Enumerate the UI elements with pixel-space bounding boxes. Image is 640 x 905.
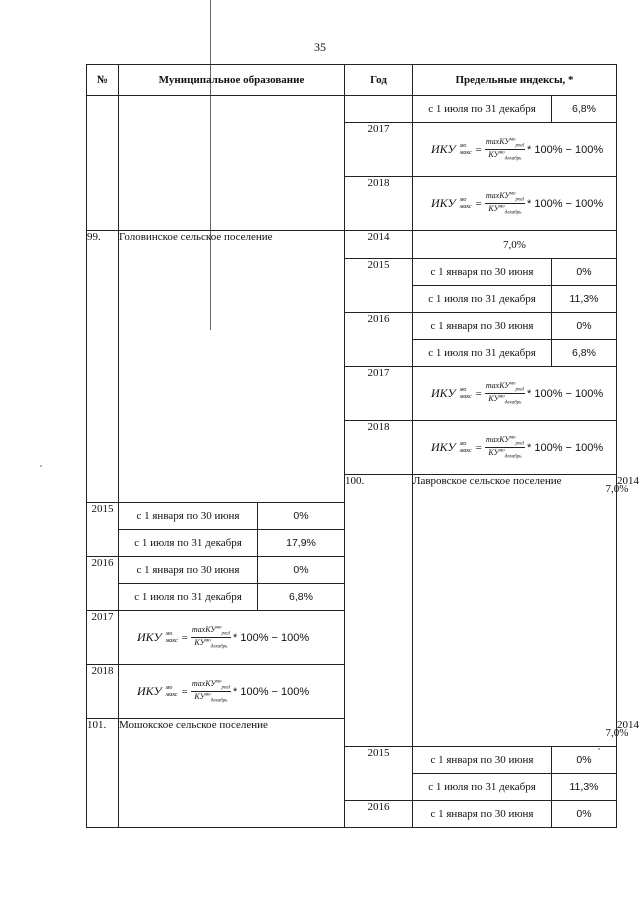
page-number: 35 bbox=[314, 40, 326, 54]
formula-lhs-sub: макс bbox=[459, 203, 472, 210]
year-cell: 2014 bbox=[345, 231, 413, 259]
period-label: с 1 января по 30 июня bbox=[119, 557, 258, 583]
year-cell: 2016 bbox=[345, 801, 413, 828]
formula-numerator: maxКУ bbox=[485, 137, 510, 147]
formula bbox=[413, 177, 616, 230]
formula-lhs-sub: макс bbox=[459, 149, 472, 156]
year-cell: 2017 bbox=[345, 367, 413, 421]
period-row bbox=[119, 530, 344, 556]
header-num: № bbox=[87, 65, 119, 96]
formula-denominator: КУ bbox=[488, 150, 499, 159]
formula-denominator: КУ bbox=[194, 638, 205, 647]
formula-den-sub: декабрь bbox=[504, 210, 522, 216]
formula-fraction bbox=[485, 381, 525, 405]
municipality-name: Лавровское сельское поселение bbox=[413, 475, 617, 747]
formula-tail: * 100% − 100% bbox=[527, 441, 604, 454]
formula-lhs-sub: макс bbox=[165, 691, 178, 698]
year-cell: 2018 bbox=[87, 665, 119, 719]
formula-num-sup: мо bbox=[215, 625, 222, 631]
table-row: 101. Мошокское сельское поселение 2014 7,0% bbox=[87, 719, 617, 747]
municipality-name: Головинское сельское поселение bbox=[119, 231, 345, 503]
year-cell: 2015 bbox=[345, 747, 413, 801]
entry-number: 100. bbox=[345, 475, 413, 747]
municipality-cell bbox=[119, 96, 345, 231]
formula-num-sub: реаl bbox=[515, 144, 525, 149]
formula-den-sub: декабрь bbox=[504, 454, 522, 460]
period-label: с 1 июля по 31 декабря bbox=[413, 96, 552, 122]
formula-numerator: maxКУ bbox=[485, 191, 510, 201]
period-row bbox=[413, 340, 616, 366]
period-value: 0% bbox=[293, 564, 309, 576]
formula-num-sup: мо bbox=[509, 435, 516, 441]
formula-den-sup: мо bbox=[498, 150, 505, 156]
formula-den-sup: мо bbox=[204, 638, 211, 644]
table-row bbox=[87, 231, 617, 259]
period-row bbox=[413, 774, 616, 800]
year-cell: 2016 bbox=[87, 557, 119, 611]
formula-denominator: КУ bbox=[488, 448, 499, 457]
formula-num-sup: мо bbox=[509, 137, 516, 143]
formula-den-sub: декабрь bbox=[210, 644, 228, 650]
formula-eq: = bbox=[475, 197, 482, 210]
formula-tail: * 100% − 100% bbox=[527, 387, 604, 400]
period-value: 6,8% bbox=[289, 591, 313, 603]
formula-fraction bbox=[191, 625, 231, 649]
header-municipality: Муниципальное образование bbox=[119, 65, 345, 96]
period-row bbox=[413, 313, 616, 339]
index-value: 7,0% bbox=[503, 238, 526, 251]
formula-lhs: ИКУ bbox=[431, 440, 456, 454]
period-row bbox=[413, 259, 616, 285]
period-label: с 1 января по 30 июня bbox=[413, 747, 552, 773]
formula-num-sup: мо bbox=[509, 191, 516, 197]
period-value: 6,8% bbox=[572, 103, 596, 115]
formula-fraction bbox=[191, 679, 231, 703]
formula-lhs-sub: макс bbox=[459, 393, 472, 400]
period-label: с 1 января по 30 июня bbox=[119, 503, 258, 529]
entry-number: 99. bbox=[87, 231, 119, 503]
formula-numerator: maxКУ bbox=[485, 381, 510, 391]
header-indices: Предельные индексы, * bbox=[413, 65, 617, 96]
formula-fraction bbox=[485, 435, 525, 459]
formula-lhs: ИКУ bbox=[137, 630, 162, 644]
formula-lhs: ИКУ bbox=[137, 684, 162, 698]
num-cell bbox=[87, 96, 119, 231]
formula-numerator: maxКУ bbox=[485, 435, 510, 445]
formula-den-sub: декабрь bbox=[504, 400, 522, 406]
formula-lhs: ИКУ bbox=[431, 196, 456, 210]
period-label: с 1 января по 30 июня bbox=[413, 259, 552, 285]
formula-lhs-sup: мо bbox=[459, 440, 467, 447]
formula-tail: * 100% − 100% bbox=[527, 197, 604, 210]
period-value: 6,8% bbox=[572, 347, 596, 359]
formula-tail: * 100% − 100% bbox=[527, 143, 604, 156]
formula-lhs: ИКУ bbox=[431, 142, 456, 156]
formula-lhs-sub: макс bbox=[165, 637, 178, 644]
formula-tail: * 100% − 100% bbox=[233, 631, 310, 644]
formula bbox=[413, 367, 616, 420]
formula-eq: = bbox=[181, 631, 188, 644]
formula-lhs-sup: мо bbox=[459, 386, 467, 393]
period-label: с 1 июля по 31 декабря bbox=[413, 340, 552, 366]
period-label: с 1 июля по 31 декабря bbox=[413, 286, 552, 312]
table-header-row bbox=[87, 65, 617, 96]
formula-numerator: maxКУ bbox=[191, 625, 216, 635]
formula-num-sub: реаl bbox=[515, 442, 525, 447]
period-value: 0% bbox=[576, 320, 592, 332]
formula-lhs-sup: мо bbox=[165, 684, 173, 691]
formula-denominator: КУ bbox=[488, 204, 499, 213]
formula-eq: = bbox=[475, 441, 482, 454]
year-cell: 2018 bbox=[345, 421, 413, 475]
formula-eq: = bbox=[475, 143, 482, 156]
formula-eq: = bbox=[181, 685, 188, 698]
formula-num-sub: реаl bbox=[221, 686, 231, 691]
period-row bbox=[119, 503, 344, 529]
formula-lhs-sup: мо bbox=[459, 142, 467, 149]
formula-num-sub: реаl bbox=[221, 632, 231, 637]
formula-lhs-sub: макс bbox=[459, 447, 472, 454]
formula-fraction bbox=[485, 137, 525, 161]
year-cell: 2018 bbox=[345, 177, 413, 231]
formula-denominator: КУ bbox=[194, 692, 205, 701]
period-value: 11,3% bbox=[569, 293, 599, 305]
formula-num-sup: мо bbox=[215, 679, 222, 685]
formula-num-sub: реаl bbox=[515, 198, 525, 203]
period-label: с 1 июля по 31 декабря bbox=[119, 530, 258, 556]
formula-lhs-sup: мо bbox=[165, 630, 173, 637]
formula-den-sup: мо bbox=[498, 394, 505, 400]
period-value: 0% bbox=[576, 266, 592, 278]
formula-den-sup: мо bbox=[204, 692, 211, 698]
scan-dot bbox=[40, 465, 42, 467]
period-value: 0% bbox=[576, 754, 592, 766]
period-label: с 1 января по 30 июня bbox=[413, 313, 552, 339]
header-year: Год bbox=[345, 65, 413, 96]
period-row bbox=[413, 96, 616, 122]
period-value: 0% bbox=[293, 510, 309, 522]
formula bbox=[119, 665, 344, 718]
formula-lhs: ИКУ bbox=[431, 386, 456, 400]
year-cell bbox=[345, 96, 413, 123]
period-row bbox=[119, 584, 344, 610]
period-label: с 1 июля по 31 декабря bbox=[413, 774, 552, 800]
period-label: с 1 января по 30 июня bbox=[413, 801, 552, 827]
formula-numerator: maxКУ bbox=[191, 679, 216, 689]
table-row bbox=[87, 96, 617, 123]
formula-den-sub: декабрь bbox=[210, 698, 228, 704]
period-row bbox=[413, 747, 616, 773]
formula-tail: * 100% − 100% bbox=[233, 685, 310, 698]
formula-den-sub: декабрь bbox=[504, 156, 522, 162]
formula-eq: = bbox=[475, 387, 482, 400]
formula bbox=[119, 611, 344, 664]
year-cell: 2017 bbox=[345, 123, 413, 177]
formula-fraction bbox=[485, 191, 525, 215]
formula bbox=[413, 421, 616, 474]
table-row: 100. Лавровское сельское поселение 2014 7,0% bbox=[87, 475, 617, 503]
period-row bbox=[413, 801, 616, 827]
period-row bbox=[413, 286, 616, 312]
year-cell: 2015 bbox=[345, 259, 413, 313]
formula-den-sup: мо bbox=[498, 448, 505, 454]
formula-num-sup: мо bbox=[509, 381, 516, 387]
period-label: с 1 июля по 31 декабря bbox=[119, 584, 258, 610]
formula-lhs-sup: мо bbox=[459, 196, 467, 203]
entry-number: 101. bbox=[87, 719, 119, 828]
year-cell: 2015 bbox=[87, 503, 119, 557]
municipality-name: Мошокское сельское поселение bbox=[119, 719, 345, 828]
formula-den-sup: мо bbox=[498, 204, 505, 210]
formula-denominator: КУ bbox=[488, 394, 499, 403]
period-value: 17,9% bbox=[286, 537, 316, 549]
formula bbox=[413, 123, 616, 176]
year-cell: 2017 bbox=[87, 611, 119, 665]
period-value: 0% bbox=[576, 808, 592, 820]
indices-table bbox=[86, 64, 639, 828]
period-value: 11,3% bbox=[569, 781, 599, 793]
formula-num-sub: реаl bbox=[515, 388, 525, 393]
year-cell: 2016 bbox=[345, 313, 413, 367]
period-row bbox=[119, 557, 344, 583]
